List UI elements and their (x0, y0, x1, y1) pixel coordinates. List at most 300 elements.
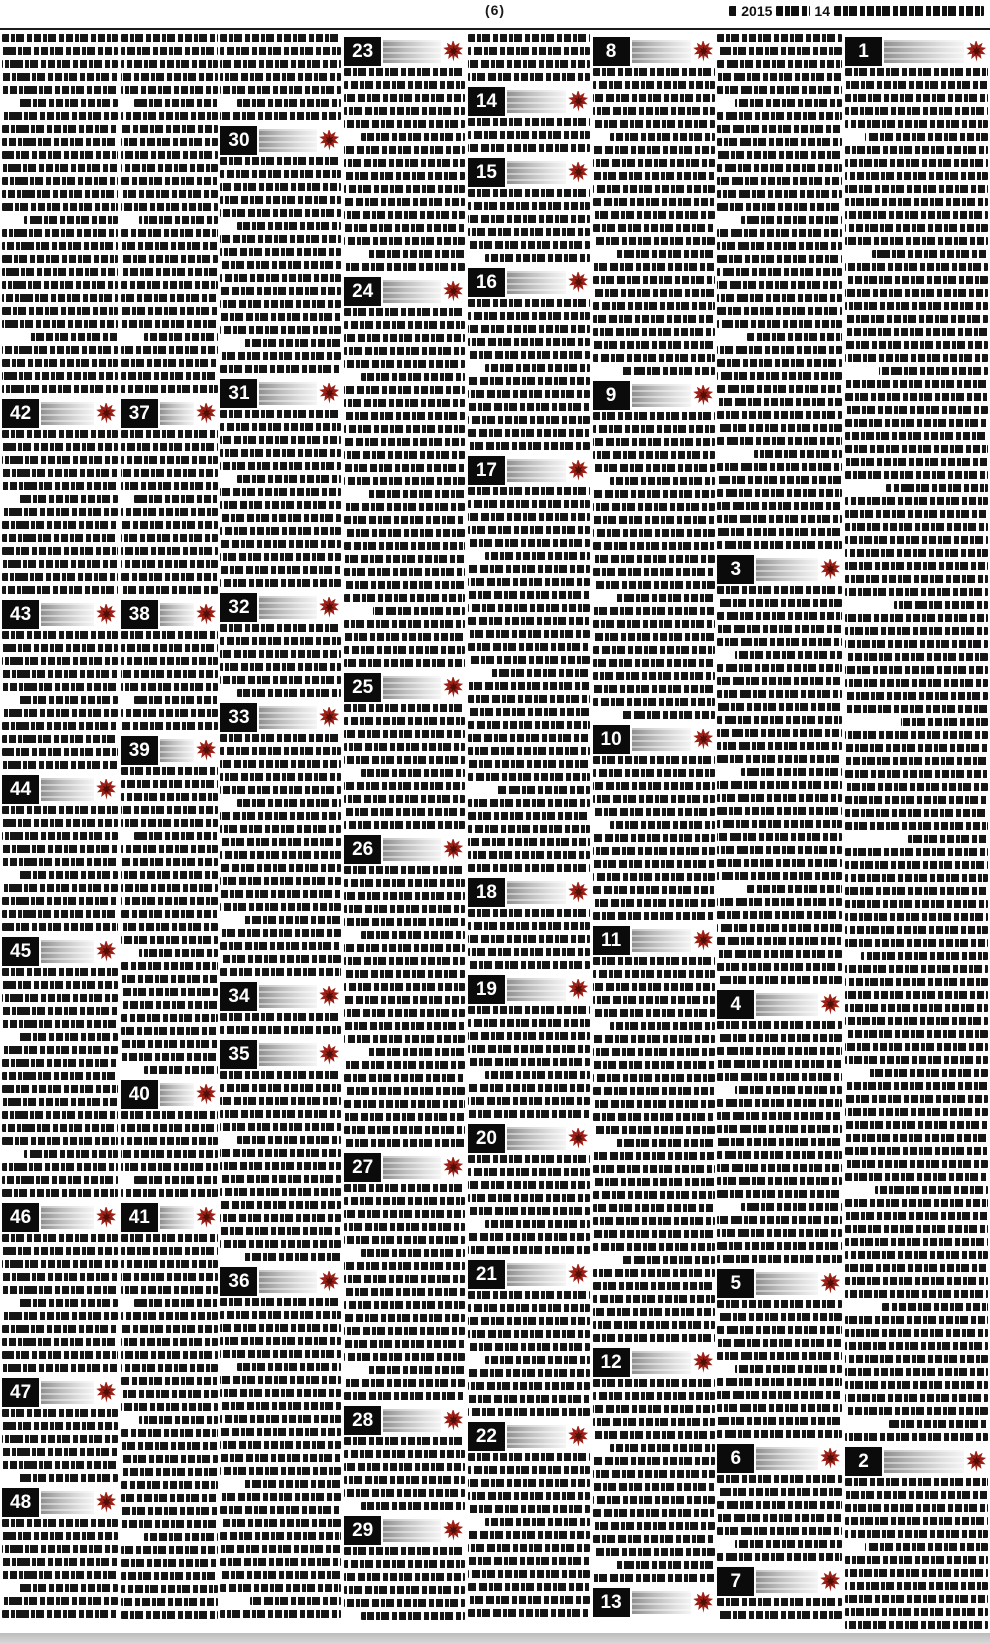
chinar-leaf-icon (96, 939, 118, 963)
section-header-36 (220, 1266, 341, 1296)
script-line (717, 1313, 842, 1321)
script-line (220, 47, 341, 55)
section-number: 21 (468, 1260, 505, 1289)
script-line (468, 1505, 590, 1513)
headline-bar (632, 40, 691, 63)
script-line (344, 555, 465, 563)
script-line (2, 430, 118, 438)
section-header-35 (220, 1039, 341, 1069)
masthead-era-mark (729, 6, 737, 16)
script-line (121, 151, 218, 159)
script-line (220, 86, 341, 94)
script-line (367, 250, 465, 258)
script-line (344, 1126, 465, 1134)
script-line (593, 94, 715, 102)
script-line (845, 640, 988, 648)
script-line (121, 73, 218, 81)
script-line (2, 573, 118, 581)
script-line (121, 242, 218, 250)
script-line (485, 552, 590, 560)
script-line (485, 1071, 590, 1079)
script-line (344, 957, 465, 965)
script-line (468, 539, 590, 547)
script-line (717, 1242, 842, 1250)
script-line (121, 34, 218, 42)
section-number: 42 (2, 399, 39, 428)
script-line (717, 151, 842, 159)
body-text-block (220, 734, 341, 976)
script-line (121, 936, 218, 944)
script-line (344, 1586, 465, 1594)
body-text-block (121, 430, 218, 594)
script-line (845, 1199, 988, 1207)
section-number: 29 (344, 1516, 381, 1545)
script-line (845, 1147, 988, 1155)
script-line (2, 307, 118, 315)
script-line (2, 560, 118, 568)
body-text-block (2, 34, 118, 393)
headline-bar (383, 838, 441, 861)
script-line (121, 359, 218, 367)
script-line (717, 242, 842, 250)
script-line (2, 968, 118, 976)
script-line (845, 1582, 988, 1590)
section-number: 9 (593, 381, 630, 410)
script-line (2, 722, 118, 730)
script-line (2, 1111, 118, 1119)
page-number: (6) (484, 2, 506, 18)
script-line (2, 177, 118, 185)
section-header-44 (2, 774, 118, 804)
script-line (593, 1191, 715, 1199)
script-line (121, 268, 218, 276)
script-line (717, 1430, 842, 1438)
section-number: 32 (220, 593, 257, 622)
section-header-2 (845, 1446, 988, 1476)
body-text-block (344, 308, 465, 667)
section-header-12 (593, 1347, 715, 1377)
chinar-leaf-icon (568, 1424, 590, 1448)
script-line (717, 1112, 842, 1120)
script-line (344, 581, 465, 589)
script-line (593, 237, 715, 245)
script-line (361, 373, 465, 381)
script-line (468, 682, 590, 690)
script-line (344, 717, 465, 725)
script-line (468, 526, 590, 534)
script-line (134, 832, 217, 840)
script-line (2, 1448, 118, 1456)
script-line (2, 994, 118, 1002)
script-line (593, 68, 715, 76)
body-text-block (2, 430, 118, 594)
body-text-block (344, 1184, 465, 1400)
script-line (593, 847, 715, 855)
section-number: 41 (121, 1203, 158, 1232)
script-line (121, 709, 218, 717)
script-line (717, 515, 842, 523)
script-line (593, 1074, 715, 1082)
script-line (2, 482, 118, 490)
script-line (610, 1022, 715, 1030)
script-line (361, 931, 465, 939)
script-line (344, 905, 465, 913)
script-line (875, 1186, 988, 1194)
script-line (845, 861, 988, 869)
script-line (121, 988, 218, 996)
script-line (845, 1251, 988, 1259)
script-line (220, 1532, 341, 1540)
script-line (220, 527, 341, 535)
script-line (121, 469, 218, 477)
script-line (468, 909, 590, 917)
script-line (220, 1214, 341, 1222)
script-line (344, 808, 465, 816)
section-number: 28 (344, 1406, 381, 1435)
section-header-1 (845, 36, 988, 66)
script-line (845, 1004, 988, 1012)
script-line (121, 229, 218, 237)
script-line (717, 872, 842, 880)
script-line (717, 794, 842, 802)
script-line (845, 731, 988, 739)
script-line (468, 734, 590, 742)
section-number: 1 (845, 37, 882, 66)
script-line (121, 112, 218, 120)
script-line (220, 1402, 341, 1410)
script-line (2, 1247, 118, 1255)
script-line (717, 807, 842, 815)
script-line (2, 709, 118, 717)
script-line (717, 164, 842, 172)
script-line (468, 241, 590, 249)
script-line (121, 722, 218, 730)
script-line (468, 1466, 590, 1474)
body-text-block (593, 957, 715, 1342)
script-line (468, 189, 590, 197)
body-text-block (717, 1598, 842, 1619)
script-line (717, 638, 842, 646)
script-line (2, 125, 118, 133)
script-line (2, 164, 118, 172)
headline-bar (383, 1156, 441, 1179)
script-line (872, 250, 988, 258)
script-line (717, 1125, 842, 1133)
script-line (717, 1352, 842, 1360)
chinar-leaf-icon (820, 557, 842, 581)
section-header-10 (593, 724, 715, 754)
script-line (344, 970, 465, 978)
script-line (845, 1491, 988, 1499)
script-line (593, 1178, 715, 1186)
script-line (344, 743, 465, 751)
script-line (121, 1351, 218, 1359)
script-line (845, 1082, 988, 1090)
script-line (593, 425, 715, 433)
script-line (468, 617, 590, 625)
headline-bar (259, 596, 317, 619)
headline-bar (160, 739, 194, 762)
headline-bar (507, 881, 566, 904)
script-line (121, 125, 218, 133)
script-line (344, 1184, 465, 1192)
section-header-20 (468, 1123, 590, 1153)
script-line (845, 1316, 988, 1324)
script-line (121, 560, 218, 568)
page-bottom-edge (0, 1633, 990, 1644)
script-line (845, 1355, 988, 1363)
script-line (344, 795, 465, 803)
script-line (593, 172, 715, 180)
script-line (2, 1351, 118, 1359)
script-line (237, 1136, 341, 1144)
script-line (845, 1160, 988, 1168)
script-line (2, 1461, 118, 1469)
script-line (735, 99, 843, 107)
script-line (344, 1275, 465, 1283)
script-line (373, 607, 465, 615)
script-line (468, 1369, 590, 1377)
script-line (622, 711, 715, 719)
script-line (2, 735, 118, 743)
script-line (220, 287, 341, 295)
script-line (468, 429, 590, 437)
script-line (468, 1233, 590, 1241)
chinar-leaf-icon (568, 1262, 590, 1286)
body-text-block (468, 34, 590, 81)
script-line (593, 568, 715, 576)
section-number: 7 (717, 1567, 754, 1596)
script-line (845, 1030, 988, 1038)
script-line (2, 1312, 118, 1320)
headline-bar (41, 1491, 94, 1514)
script-line (344, 983, 465, 991)
script-line (845, 757, 988, 765)
script-line (468, 578, 590, 586)
script-line (717, 203, 842, 211)
script-line (717, 1034, 842, 1042)
script-line (220, 942, 341, 950)
script-line (717, 1598, 842, 1606)
script-line (717, 1021, 842, 1029)
script-line (845, 1056, 988, 1064)
script-line (717, 599, 842, 607)
script-line (237, 689, 341, 697)
script-line (344, 659, 465, 667)
section-number: 24 (344, 277, 381, 306)
script-line (139, 216, 218, 224)
body-text-block (468, 299, 590, 450)
script-line (344, 1560, 465, 1568)
masthead-year-number: 2015 (741, 3, 773, 19)
header-rule (0, 28, 990, 30)
script-line (845, 1556, 988, 1564)
script-line (717, 755, 842, 763)
script-line (220, 825, 341, 833)
script-line (468, 1168, 590, 1176)
section-header-26 (344, 834, 465, 864)
script-line (845, 1595, 988, 1603)
section-header-16 (468, 267, 590, 297)
script-line (121, 1559, 218, 1567)
body-text-block (717, 1300, 842, 1438)
script-line (865, 1543, 988, 1551)
script-line (2, 832, 118, 840)
script-line (121, 1455, 218, 1463)
script-line (593, 1470, 715, 1478)
script-line (220, 1240, 341, 1248)
section-number: 4 (717, 990, 754, 1019)
script-line (2, 346, 118, 354)
script-line (468, 1596, 590, 1604)
script-line (121, 281, 218, 289)
script-line (2, 534, 118, 542)
script-line (237, 1363, 341, 1371)
script-line (121, 1390, 218, 1398)
section-header-29 (344, 1515, 465, 1545)
script-line (593, 438, 715, 446)
script-line (845, 510, 988, 518)
script-line (717, 1417, 842, 1425)
script-line (344, 1301, 465, 1309)
script-line (468, 604, 590, 612)
script-line (845, 198, 988, 206)
script-line (121, 1598, 218, 1606)
script-line (121, 1163, 218, 1171)
script-line (717, 937, 842, 945)
script-line (735, 1540, 843, 1548)
section-header-9 (593, 380, 715, 410)
script-line (845, 406, 988, 414)
script-line (344, 211, 465, 219)
section-header-11 (593, 925, 715, 955)
script-line (845, 1095, 988, 1103)
script-line (468, 922, 590, 930)
script-line (468, 1583, 590, 1591)
script-line (593, 1295, 715, 1303)
body-text-block (344, 68, 465, 271)
script-line (2, 1189, 118, 1197)
script-line (2, 1163, 118, 1171)
script-line (2, 1286, 118, 1294)
script-line (220, 624, 341, 632)
script-line (468, 643, 590, 651)
section-header-17 (468, 455, 590, 485)
script-line (845, 471, 988, 479)
script-line (845, 1407, 988, 1415)
script-line (220, 747, 341, 755)
script-line (845, 1264, 988, 1272)
script-line (2, 151, 118, 159)
script-line (344, 1288, 465, 1296)
script-line (717, 281, 842, 289)
script-line (747, 885, 842, 893)
script-line (717, 1378, 842, 1386)
script-line (220, 1149, 341, 1157)
script-line (344, 1573, 465, 1581)
script-line (2, 910, 118, 918)
script-line (717, 612, 842, 620)
script-line (344, 477, 465, 485)
script-line (2, 761, 118, 769)
script-line (717, 1514, 842, 1522)
body-text-block (2, 1519, 118, 1618)
script-line (593, 899, 715, 907)
section-header-47 (2, 1377, 118, 1407)
chinar-leaf-icon (568, 270, 590, 294)
script-line (845, 991, 988, 999)
script-line (593, 1113, 715, 1121)
script-line (717, 1475, 842, 1483)
body-text-block (220, 1071, 341, 1261)
script-line (616, 250, 715, 258)
script-line (717, 307, 842, 315)
script-line (367, 1048, 465, 1056)
script-line (468, 47, 590, 55)
body-text-block (468, 189, 590, 262)
script-line (845, 614, 988, 622)
script-line (717, 190, 842, 198)
body-text-block (2, 968, 118, 1197)
script-line (344, 1450, 465, 1458)
chinar-leaf-icon (568, 458, 590, 482)
script-line (121, 767, 218, 775)
script-line (121, 255, 218, 263)
script-line (237, 99, 341, 107)
script-line (2, 1260, 118, 1268)
section-header-25 (344, 672, 465, 702)
script-line (2, 1137, 118, 1145)
headline-bar (632, 728, 691, 751)
section-number: 44 (2, 775, 39, 804)
script-line (845, 276, 988, 284)
script-line (593, 769, 715, 777)
script-line (845, 1478, 988, 1486)
script-line (845, 575, 988, 583)
script-line (220, 1389, 341, 1397)
script-line (593, 1321, 715, 1329)
script-line (485, 254, 590, 262)
headline-bar (756, 1570, 818, 1593)
script-line (24, 1150, 118, 1158)
script-line (121, 1364, 218, 1372)
script-line (121, 1494, 218, 1502)
body-text-block (121, 1111, 218, 1197)
chinar-leaf-icon (96, 401, 118, 425)
script-line (220, 1584, 341, 1592)
headline-bar (507, 271, 566, 294)
script-line (717, 950, 842, 958)
script-line (468, 215, 590, 223)
script-line (468, 708, 590, 716)
script-line (593, 529, 715, 537)
script-line (2, 657, 118, 665)
script-line (845, 1394, 988, 1402)
script-line (121, 190, 218, 198)
section-header-19 (468, 974, 590, 1004)
script-line (879, 367, 988, 375)
script-line (121, 884, 218, 892)
script-line (344, 503, 465, 511)
script-line (144, 1066, 218, 1074)
body-text-block (717, 586, 842, 984)
script-line (717, 73, 842, 81)
script-line (220, 955, 341, 963)
headline-bar (160, 1083, 194, 1106)
script-line (344, 1353, 465, 1361)
script-line (845, 107, 988, 115)
script-line (717, 677, 842, 685)
